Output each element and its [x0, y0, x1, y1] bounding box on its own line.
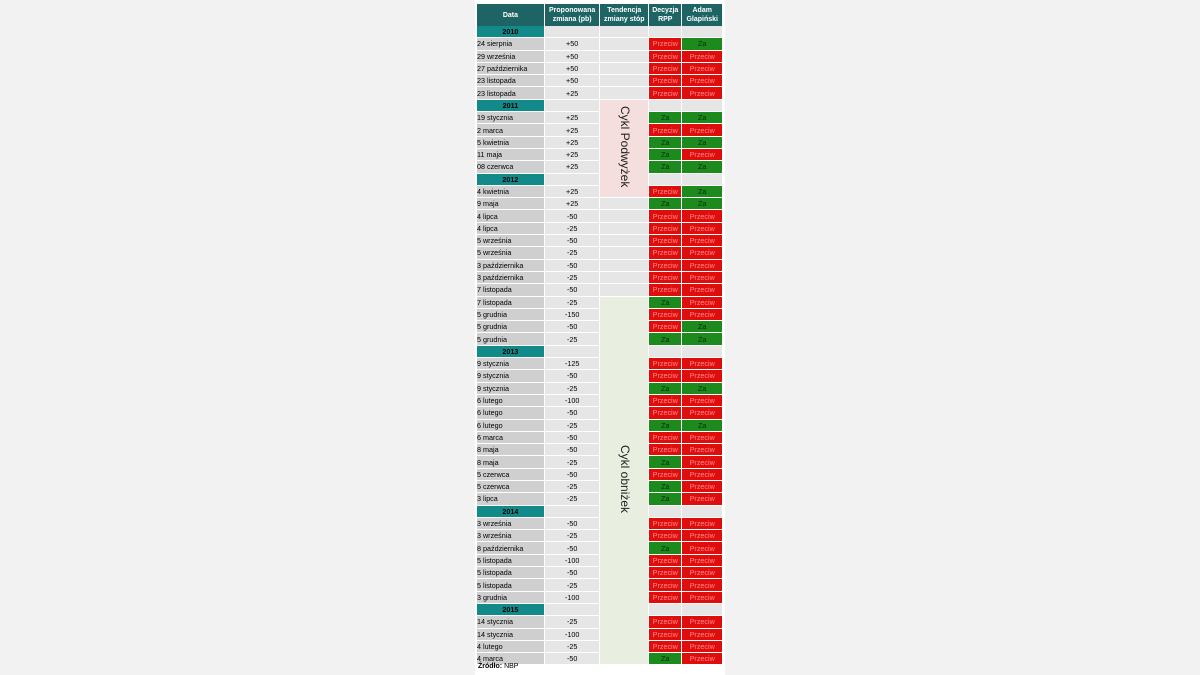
table-row: [477, 51, 723, 63]
row-glapinski-vote: Przeciw: [682, 260, 723, 272]
table-row: [477, 579, 723, 591]
row-date: 3 grudnia: [477, 592, 545, 604]
row-glapinski-vote: Przeciw: [682, 444, 723, 456]
header-proposed-change: Proponowana zmiana (pb): [545, 4, 601, 26]
row-glapinski-vote: Przeciw: [682, 51, 723, 63]
row-rpp-decision: Za: [649, 420, 682, 432]
table-row: [477, 542, 723, 554]
row-rpp-decision: Przeciw: [649, 272, 682, 284]
row-proposed-change: -25: [545, 383, 601, 395]
row-date: 24 sierpnia: [477, 38, 545, 50]
row-date: 23 listopada: [477, 75, 545, 87]
glapinski-blank: [682, 506, 723, 518]
table-row: [477, 124, 723, 136]
row-rpp-decision: Przeciw: [649, 51, 682, 63]
row-rpp-decision: Przeciw: [649, 567, 682, 579]
row-date: 9 stycznia: [477, 370, 545, 382]
table-row: [477, 210, 723, 222]
row-proposed-change: -25: [545, 247, 601, 259]
row-glapinski-vote: Za: [682, 420, 723, 432]
row-rpp-decision: Przeciw: [649, 63, 682, 75]
row-proposed-change: -50: [545, 210, 601, 222]
row-proposed-change: +25: [545, 186, 601, 198]
row-date: 5 kwietnia: [477, 137, 545, 149]
row-date: 4 lipca: [477, 210, 545, 222]
row-rpp-decision: Za: [649, 493, 682, 505]
row-glapinski-vote: Przeciw: [682, 456, 723, 468]
row-date: 8 maja: [477, 444, 545, 456]
row-date: 5 grudnia: [477, 333, 545, 345]
row-trend: [600, 210, 649, 222]
row-rpp-decision: Przeciw: [649, 260, 682, 272]
row-proposed-change: +25: [545, 124, 601, 136]
row-date: 11 maja: [477, 149, 545, 161]
row-rpp-decision: Za: [649, 112, 682, 124]
row-glapinski-vote: Przeciw: [682, 63, 723, 75]
row-proposed-change: -50: [545, 469, 601, 481]
row-rpp-decision: Przeciw: [649, 444, 682, 456]
table-row: [477, 395, 723, 407]
year-row: [477, 346, 723, 358]
table-row: [477, 321, 723, 333]
row-rpp-decision: Przeciw: [649, 530, 682, 542]
row-rpp-decision: Przeciw: [649, 358, 682, 370]
row-date: 5 grudnia: [477, 321, 545, 333]
table-row: [477, 407, 723, 419]
row-glapinski-vote: Przeciw: [682, 149, 723, 161]
header-rpp-decision: Decyzja RPP: [649, 4, 682, 26]
row-proposed-change: +25: [545, 87, 601, 99]
row-trend: [600, 51, 649, 63]
year-row-blank: [545, 174, 601, 186]
table-row: [477, 309, 723, 321]
row-glapinski-vote: Za: [682, 161, 723, 173]
rate-hike-cycle-label: Cykl Podwyżek: [617, 106, 632, 188]
table-row: [477, 358, 723, 370]
row-glapinski-vote: Przeciw: [682, 284, 723, 296]
rpp-blank: [649, 174, 682, 186]
row-date: 23 listopada: [477, 87, 545, 99]
row-rpp-decision: Za: [649, 653, 682, 665]
source-note: [478, 663, 518, 670]
table-row: [477, 235, 723, 247]
row-rpp-decision: Przeciw: [649, 629, 682, 641]
rpp-blank: [649, 26, 682, 38]
table-body: [477, 26, 723, 665]
rpp-blank: [649, 346, 682, 358]
row-rpp-decision: Przeciw: [649, 186, 682, 198]
row-proposed-change: -50: [545, 370, 601, 382]
row-rpp-decision: Za: [649, 137, 682, 149]
row-glapinski-vote: Przeciw: [682, 629, 723, 641]
row-proposed-change: -25: [545, 616, 601, 628]
row-glapinski-vote: Za: [682, 198, 723, 210]
table-row: [477, 383, 723, 395]
row-glapinski-vote: Przeciw: [682, 616, 723, 628]
row-date: 08 czerwca: [477, 161, 545, 173]
year-label: 2012: [477, 174, 545, 186]
table-row: [477, 198, 723, 210]
table-row: [477, 38, 723, 50]
row-date: 3 września: [477, 518, 545, 530]
year-row: [477, 26, 723, 38]
row-proposed-change: -100: [545, 592, 601, 604]
row-proposed-change: -50: [545, 542, 601, 554]
row-glapinski-vote: Przeciw: [682, 518, 723, 530]
year-label: 2015: [477, 604, 545, 616]
header-glapinski: Adam Glapiński: [682, 4, 723, 26]
row-date: 4 marca: [477, 653, 545, 665]
row-glapinski-vote: Za: [682, 321, 723, 333]
rate-cut-cycle-band: [600, 297, 649, 666]
row-rpp-decision: Przeciw: [649, 579, 682, 591]
row-rpp-decision: Za: [649, 333, 682, 345]
row-glapinski-vote: Przeciw: [682, 579, 723, 591]
table-row: [477, 333, 723, 345]
table-row: [477, 641, 723, 653]
row-glapinski-vote: Przeciw: [682, 542, 723, 554]
row-rpp-decision: Przeciw: [649, 518, 682, 530]
table-row: [477, 272, 723, 284]
row-rpp-decision: Przeciw: [649, 87, 682, 99]
row-glapinski-vote: Przeciw: [682, 567, 723, 579]
row-proposed-change: -100: [545, 395, 601, 407]
row-date: 6 lutego: [477, 420, 545, 432]
year-label: 2014: [477, 506, 545, 518]
row-glapinski-vote: Za: [682, 112, 723, 124]
row-proposed-change: -100: [545, 629, 601, 641]
glapinski-blank: [682, 346, 723, 358]
year-label: 2013: [477, 346, 545, 358]
table-row: [477, 161, 723, 173]
table-row: [477, 370, 723, 382]
row-rpp-decision: Za: [649, 161, 682, 173]
row-glapinski-vote: Przeciw: [682, 272, 723, 284]
row-date: 19 stycznia: [477, 112, 545, 124]
row-date: 7 listopada: [477, 284, 545, 296]
row-rpp-decision: Przeciw: [649, 124, 682, 136]
row-glapinski-vote: Przeciw: [682, 309, 723, 321]
row-trend: [600, 26, 649, 38]
row-date: 3 września: [477, 530, 545, 542]
table-row: [477, 432, 723, 444]
row-rpp-decision: Przeciw: [649, 321, 682, 333]
rpp-blank: [649, 100, 682, 112]
row-rpp-decision: Przeciw: [649, 555, 682, 567]
year-label: 2010: [477, 26, 545, 38]
row-date: 4 lipca: [477, 223, 545, 235]
row-proposed-change: -50: [545, 407, 601, 419]
row-date: 9 stycznia: [477, 383, 545, 395]
row-proposed-change: -50: [545, 235, 601, 247]
table-header-row: [477, 4, 723, 26]
row-rpp-decision: Przeciw: [649, 247, 682, 259]
row-glapinski-vote: Przeciw: [682, 210, 723, 222]
row-date: 3 października: [477, 260, 545, 272]
rpp-blank: [649, 506, 682, 518]
row-rpp-decision: Za: [649, 481, 682, 493]
table-row: [477, 493, 723, 505]
row-date: 5 czerwca: [477, 481, 545, 493]
row-proposed-change: +50: [545, 51, 601, 63]
row-glapinski-vote: Przeciw: [682, 555, 723, 567]
row-date: 6 lutego: [477, 395, 545, 407]
row-proposed-change: -50: [545, 518, 601, 530]
year-row-blank: [545, 26, 601, 38]
row-trend: [600, 260, 649, 272]
row-proposed-change: -150: [545, 309, 601, 321]
row-date: 7 listopada: [477, 297, 545, 309]
year-row: [477, 506, 723, 518]
row-glapinski-vote: Przeciw: [682, 87, 723, 99]
row-proposed-change: +25: [545, 149, 601, 161]
row-glapinski-vote: Przeciw: [682, 432, 723, 444]
row-trend: [600, 63, 649, 75]
row-glapinski-vote: Przeciw: [682, 223, 723, 235]
row-glapinski-vote: Przeciw: [682, 235, 723, 247]
row-rpp-decision: Przeciw: [649, 75, 682, 87]
table-row: [477, 530, 723, 542]
rate-hike-cycle-band: [600, 100, 649, 198]
row-date: 4 kwietnia: [477, 186, 545, 198]
row-trend: [600, 75, 649, 87]
table-row: [477, 616, 723, 628]
glapinski-blank: [682, 26, 723, 38]
year-row: [477, 174, 723, 186]
row-proposed-change: -50: [545, 260, 601, 272]
year-row: [477, 100, 723, 112]
row-proposed-change: +25: [545, 112, 601, 124]
table-row: [477, 137, 723, 149]
row-proposed-change: -125: [545, 358, 601, 370]
row-date: 5 listopada: [477, 567, 545, 579]
row-date: 5 września: [477, 247, 545, 259]
row-rpp-decision: Przeciw: [649, 616, 682, 628]
row-proposed-change: -25: [545, 493, 601, 505]
row-proposed-change: -25: [545, 530, 601, 542]
row-date: 27 października: [477, 63, 545, 75]
row-proposed-change: -25: [545, 456, 601, 468]
header-trend: Tendencja zmiany stóp: [600, 4, 649, 26]
row-glapinski-vote: Za: [682, 137, 723, 149]
row-glapinski-vote: Przeciw: [682, 481, 723, 493]
table-row: [477, 456, 723, 468]
table-row: [477, 420, 723, 432]
row-date: 2 marca: [477, 124, 545, 136]
row-glapinski-vote: Przeciw: [682, 358, 723, 370]
row-glapinski-vote: Przeciw: [682, 530, 723, 542]
row-date: 14 stycznia: [477, 629, 545, 641]
row-trend: [600, 223, 649, 235]
row-date: 9 maja: [477, 198, 545, 210]
row-glapinski-vote: Przeciw: [682, 247, 723, 259]
header-date: Data: [477, 4, 545, 26]
table-row: [477, 592, 723, 604]
table-row: [477, 75, 723, 87]
year-row-blank: [545, 506, 601, 518]
row-glapinski-vote: Przeciw: [682, 407, 723, 419]
row-rpp-decision: Przeciw: [649, 309, 682, 321]
row-rpp-decision: Przeciw: [649, 38, 682, 50]
row-proposed-change: -50: [545, 432, 601, 444]
row-date: 8 maja: [477, 456, 545, 468]
row-glapinski-vote: Za: [682, 38, 723, 50]
row-glapinski-vote: Przeciw: [682, 75, 723, 87]
row-proposed-change: -25: [545, 223, 601, 235]
row-proposed-change: -50: [545, 284, 601, 296]
row-proposed-change: +25: [545, 161, 601, 173]
row-rpp-decision: Przeciw: [649, 210, 682, 222]
row-glapinski-vote: Przeciw: [682, 493, 723, 505]
row-glapinski-vote: Za: [682, 383, 723, 395]
row-proposed-change: -100: [545, 555, 601, 567]
row-rpp-decision: Przeciw: [649, 432, 682, 444]
row-date: 29 września: [477, 51, 545, 63]
row-glapinski-vote: Przeciw: [682, 592, 723, 604]
rate-cut-cycle-label: Cykl obniżek: [617, 444, 632, 513]
row-date: 6 marca: [477, 432, 545, 444]
row-proposed-change: -50: [545, 321, 601, 333]
row-proposed-change: -25: [545, 272, 601, 284]
row-proposed-change: +50: [545, 75, 601, 87]
row-date: 9 stycznia: [477, 358, 545, 370]
row-trend: [600, 87, 649, 99]
row-proposed-change: -25: [545, 297, 601, 309]
row-glapinski-vote: Przeciw: [682, 653, 723, 665]
row-proposed-change: +25: [545, 198, 601, 210]
year-row-blank: [545, 100, 601, 112]
source-value: NBP: [504, 663, 519, 670]
row-date: 5 listopada: [477, 555, 545, 567]
row-rpp-decision: Za: [649, 198, 682, 210]
row-rpp-decision: Przeciw: [649, 235, 682, 247]
row-rpp-decision: Przeciw: [649, 407, 682, 419]
row-rpp-decision: Przeciw: [649, 395, 682, 407]
year-row-blank: [545, 604, 601, 616]
table-row: [477, 284, 723, 296]
table-row: [477, 297, 723, 309]
row-glapinski-vote: Przeciw: [682, 297, 723, 309]
row-glapinski-vote: Przeciw: [682, 124, 723, 136]
row-rpp-decision: Przeciw: [649, 641, 682, 653]
row-rpp-decision: Za: [649, 542, 682, 554]
row-rpp-decision: Przeciw: [649, 223, 682, 235]
row-date: 5 listopada: [477, 579, 545, 591]
row-trend: [600, 235, 649, 247]
row-date: 5 grudnia: [477, 309, 545, 321]
table-row: [477, 260, 723, 272]
row-glapinski-vote: Przeciw: [682, 370, 723, 382]
row-rpp-decision: Przeciw: [649, 284, 682, 296]
table-row: [477, 87, 723, 99]
table-row: [477, 469, 723, 481]
row-rpp-decision: Za: [649, 383, 682, 395]
year-label: 2011: [477, 100, 545, 112]
rate-decisions-table: [477, 4, 723, 665]
row-glapinski-vote: Za: [682, 333, 723, 345]
row-trend: [600, 38, 649, 50]
row-date: 4 lutego: [477, 641, 545, 653]
row-proposed-change: +50: [545, 38, 601, 50]
row-date: 8 października: [477, 542, 545, 554]
table-row: [477, 629, 723, 641]
row-proposed-change: -50: [545, 653, 601, 665]
row-glapinski-vote: Przeciw: [682, 469, 723, 481]
row-proposed-change: -25: [545, 420, 601, 432]
table-row: [477, 481, 723, 493]
table-row: [477, 555, 723, 567]
row-proposed-change: -50: [545, 444, 601, 456]
row-rpp-decision: Za: [649, 297, 682, 309]
table-row: [477, 63, 723, 75]
row-proposed-change: +25: [545, 137, 601, 149]
row-date: 3 października: [477, 272, 545, 284]
row-rpp-decision: Przeciw: [649, 469, 682, 481]
row-rpp-decision: Za: [649, 149, 682, 161]
glapinski-blank: [682, 604, 723, 616]
table-row: [477, 444, 723, 456]
document-page: [475, 0, 725, 675]
row-proposed-change: -50: [545, 567, 601, 579]
row-trend: [600, 272, 649, 284]
row-rpp-decision: Przeciw: [649, 592, 682, 604]
row-date: 14 stycznia: [477, 616, 545, 628]
table-row: [477, 112, 723, 124]
row-date: 5 września: [477, 235, 545, 247]
row-glapinski-vote: Za: [682, 186, 723, 198]
table-row: [477, 223, 723, 235]
row-trend: [600, 198, 649, 210]
table-row: [477, 518, 723, 530]
table-row: [477, 567, 723, 579]
year-row-blank: [545, 346, 601, 358]
table-row: [477, 186, 723, 198]
row-proposed-change: -25: [545, 579, 601, 591]
row-rpp-decision: Przeciw: [649, 370, 682, 382]
row-trend: [600, 284, 649, 296]
row-trend: [600, 247, 649, 259]
row-rpp-decision: Za: [649, 456, 682, 468]
table-row: [477, 247, 723, 259]
glapinski-blank: [682, 100, 723, 112]
table-row: [477, 149, 723, 161]
source-label: Źródło:: [478, 663, 503, 670]
row-proposed-change: -25: [545, 333, 601, 345]
row-proposed-change: +50: [545, 63, 601, 75]
year-row: [477, 604, 723, 616]
row-date: 3 lipca: [477, 493, 545, 505]
rpp-blank: [649, 604, 682, 616]
row-proposed-change: -25: [545, 481, 601, 493]
row-date: 6 lutego: [477, 407, 545, 419]
row-glapinski-vote: Przeciw: [682, 395, 723, 407]
glapinski-blank: [682, 174, 723, 186]
row-glapinski-vote: Przeciw: [682, 641, 723, 653]
row-date: 5 czerwca: [477, 469, 545, 481]
row-proposed-change: -25: [545, 641, 601, 653]
